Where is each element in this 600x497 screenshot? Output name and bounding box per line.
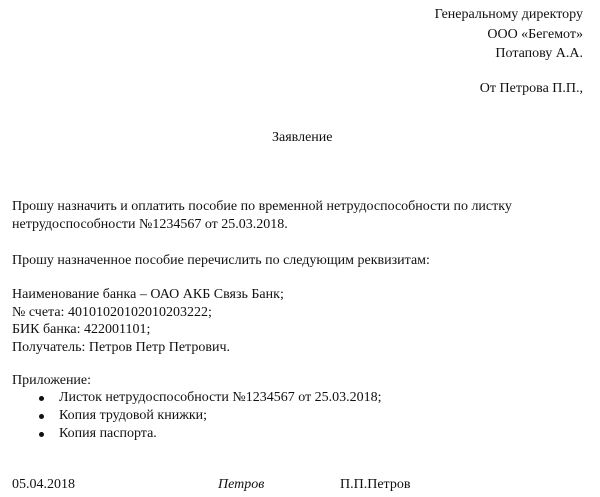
addressee-line-3: Потапову А.А. <box>495 46 583 61</box>
request-line-2: нетрудоспособности №1234567 от 25.03.2018. <box>12 217 288 232</box>
addressee-line-1: Генеральному директору <box>434 7 583 22</box>
attachments-heading: Приложение: <box>12 373 92 388</box>
account-number: № счета: 40101020102010203222; <box>12 305 212 320</box>
date: 05.04.2018 <box>12 477 75 492</box>
bank-name: Наименование банка – ОАО АКБ Связь Банк; <box>12 287 284 302</box>
attachment-item: Копия трудовой книжки; <box>59 408 208 423</box>
attachment-item: Копия паспорта. <box>59 426 157 441</box>
bullet-icon <box>39 414 44 419</box>
attachment-item: Листок нетрудоспособности №1234567 от 25.03.2018; <box>59 390 382 405</box>
request-line-1: Прошу назначить и оплатить пособие по временной нетрудоспособности по листку <box>12 199 512 214</box>
bullet-icon <box>39 396 44 401</box>
signer-name: П.П.Петров <box>340 477 411 492</box>
bik-code: БИК банка: 422001101; <box>12 322 151 337</box>
recipient: Получатель: Петров Петр Петрович. <box>12 340 230 355</box>
signature: Петров <box>218 477 265 492</box>
from-line: От Петрова П.П., <box>479 81 583 96</box>
addressee-line-2: ООО «Бегемот» <box>487 27 583 42</box>
bullet-icon <box>39 432 44 437</box>
transfer-request: Прошу назначенное пособие перечислить по следующим реквизитам: <box>12 253 430 268</box>
document-title: Заявление <box>272 130 333 145</box>
